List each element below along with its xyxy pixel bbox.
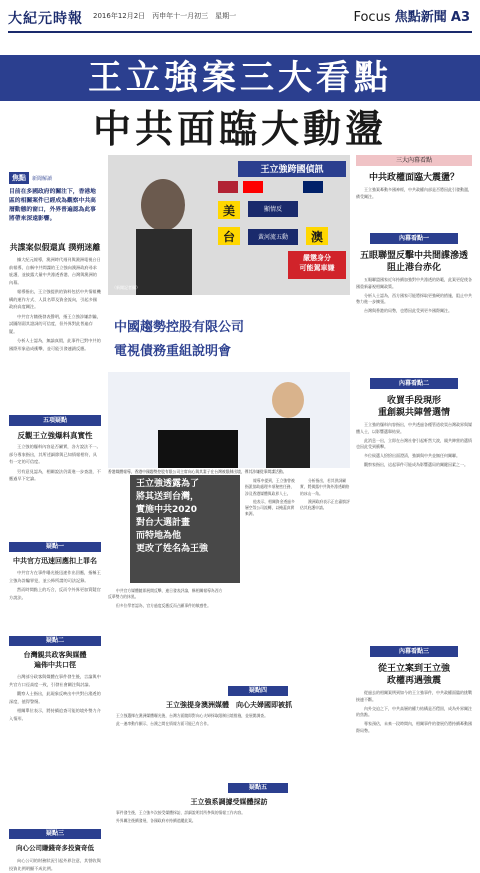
card-title: 王立強跨國偵訊: [260, 165, 324, 175]
article-text: 王立強案牽動多國神經，中共政權內部是否將因此引發動盪，備受關注。: [356, 187, 472, 199]
warning-tag: 嚴懲身分 可能駕車嫌: [299, 254, 335, 272]
section-label: [353, 6, 470, 25]
section-cn: 焦點新聞: [394, 10, 447, 25]
section-bar: 疑點二: [9, 636, 101, 646]
photo-credit: （新聞記者攝）: [112, 285, 140, 290]
section-headline: 王立強系調據受媒體採訪: [190, 797, 268, 806]
page-number: A3: [450, 10, 470, 25]
banner-line-1: 中國趨勢控股有限公司: [114, 320, 245, 335]
article-text: 分析指出，若其供詞屬實，將揭露中共海外滲透網絡的冰山一角。 澳洲政府表示正在審慎評估其庇護申請。: [300, 478, 350, 511]
lead-box: [9, 165, 101, 225]
section-en: Focus: [353, 10, 391, 25]
section-headline: 共諜案似假還真 撲朔迷離: [9, 242, 101, 252]
photo-illustration: [108, 155, 350, 295]
right-headline: 五眼聯盟反擊中共間諜滲透 阻止港台赤化: [359, 251, 468, 273]
photo-caption: 香港媒體報導，香港中國趨勢控股有限公司主席向心與其妻子在台灣被限制出境，傳其涉嫌從事間諜活動。: [108, 469, 287, 474]
label-au: 澳: [310, 230, 323, 244]
issue-date: 2016年12月2日 丙申年十一月初三 星期一: [93, 12, 237, 20]
section-bar: 疑點三: [9, 829, 101, 839]
section-bar: 五項疑點: [9, 415, 101, 426]
article-text: 五眼聯盟國家近年持續加強對中共滲透的防範，此案更促使各國重新審視相關政策。 分析人士認為，西方國家可能將採取更強硬的措施，阻止中共勢力進一步擴張。 台灣與香港的局勢，也將因此受到更多國際關注。: [356, 277, 472, 314]
photo-press-conference: [108, 300, 350, 468]
article-text: 王立強選擇在澳洲媒體曝光後，台灣方面隨即對向心夫婦採取限制出境措施，並展開調查。 此一連串動作顯示，台澳之間在情報方面可能已有合作。: [116, 713, 268, 727]
flow-tag-1: 顯情反: [263, 206, 282, 213]
section-bar: 疑點五: [228, 783, 288, 793]
inside-bar: 內幕看點三: [370, 646, 458, 657]
article-text: 報導中提到，王立強曾被指派協助處理多項秘密任務，涉及香港媒體與政界人士。 他表示，相關資金透過多層空殼公司流轉，以掩蓋真實來源。: [245, 478, 295, 517]
newspaper-logo: 大紀元時報: [8, 11, 83, 27]
photo-wang-liqiang: [108, 155, 350, 295]
article-text: 王立強的爆料內容是否屬實，各方說法不一。部分專家指出，其所述細節與已知情報相符，具有一定的可信度。 另有意見認為，相關說法仍需進一步查證，不應過早下定論。: [9, 444, 101, 481]
lead-tag: 焦點: [9, 172, 29, 184]
section-headline: 中共官方迅速回應扣上罪名: [13, 556, 97, 565]
right-headline: 從王立案到王立強 政權再遇強震: [377, 664, 450, 686]
section-headline: 向心公司賺錢奇多投資奇低: [16, 844, 94, 852]
article-text: 王立強的爆料內容指出，中共透過各種管道收買台灣政界與媒體人士，以影響選舉結果。 此消息一出，立即在台灣社會引起軒然大波，親共陣營的選情也因此受到衝擊。 多位候選人紛紛出面澄清，強調與中共並無任何關聯。 觀察家指出，這起事件可能成為影響選局的關鍵因素之一。: [356, 422, 472, 467]
section-headline: 王立強提身澳洲媒體 向心夫婦國即被抓: [166, 700, 292, 709]
article-text: 向心公司的財務狀況引起外界注意，其營收與投資比例明顯不成比例。: [9, 858, 101, 871]
article-text: 從過去的相關案例到如今的王立強事件，中共政權面臨的挑戰接連不斷。 內外交迫之下，中共高層的權力結構是否穩固，成為外界關注的焦點。 專家預估，未來一段時間內，相關事件的發展仍將持續牽動國際局勢。: [356, 690, 472, 733]
section-bar: 疑點四: [228, 686, 288, 696]
article-text: 中共官方媒體隨即展開反擊，連日發表評論，稱相關報導為西方反華勢力的抹黑。 但多位學者認為，官方過度反應反而凸顯事件的敏感性。: [108, 588, 223, 608]
right-headline: 中共政權面臨大震盪？: [368, 173, 459, 183]
section-headline: 台灣親共政客與媒體 遍佈中共口徑: [23, 650, 87, 669]
article-text: 事件發生後，王立強多次接受媒體採訪，詳細說明其所參與的情報工作內容。 外界關注後續發展，各國政府亦持續追蹤此案。: [116, 810, 246, 824]
section-headline: 反觀王立強爆料真實性: [17, 431, 93, 440]
article-text: 據大紀元報導，澳洲時代週刊與澳洲電視台日前報導，自稱中共間諜的王立強向澳洲政府尋求庇護，並披露大量中共滲透香港、台灣與澳洲的內幕。 報導指出，王立強提供的資料包括中共情報機構的運作方式、人員名單及資金流向，引起多國政府高度關注。 中共官方隨後發表聲明，指王立強涉嫌詐騙，試圖削弱其證詞的可信度，但外界對此普遍存疑。 分析人士認為，無論真假，此事件已對中共的國際形象造成衝擊，並可能引發連鎖反應。: [9, 257, 101, 351]
label-tw: 台: [222, 230, 235, 244]
main-title: 王立強案三大看點: [88, 58, 392, 98]
banner-line-2: 電視債務重組說明會: [114, 344, 232, 359]
flow-tag-2: 黃河流五動: [257, 234, 288, 241]
inside-bar: 內幕看點一: [370, 233, 458, 244]
masthead: [0, 0, 480, 44]
section-bar: 疑點一: [9, 542, 101, 552]
right-column-head: 三大內幕看點: [356, 155, 472, 166]
right-headline: 收買手段現形 重創親共陣營選情: [377, 396, 450, 418]
inside-bar: 內幕看點二: [370, 378, 458, 389]
header-rule: [8, 31, 472, 33]
lead-tag-sub: 新聞解讀: [32, 176, 53, 182]
article-text: 中共官方在事件曝光後迅速作出回應，指稱王立強為詐騙罪犯，並公佈所謂的司法記錄。 然而時間點上的巧合，反而令外界更加質疑官方說法。: [9, 570, 101, 600]
label-us: 美: [222, 204, 235, 218]
quote-text: 王立強透露為了 將其送到台灣， 實施中共2020 對台大選計畫 而特地為他 更改了姓名為王強: [136, 479, 209, 554]
lead-text: 目前在多國政府的關注下，香港地區的相關案件已經成為觀察中共高層動態的窗口，外界普遍認為此事將帶來深遠影響。: [9, 189, 96, 222]
article-text: 台灣部分政客與媒體在事件發生後，言論與中共官方口徑高度一致，引發社會關注與討論。 觀察人士指出，此現象反映出中共對台滲透的深度，值得警惕。 相關單位表示，將持續追查可能的境外勢力介入情形。: [9, 674, 101, 721]
sub-title: 中共面臨大動盪: [92, 106, 387, 151]
